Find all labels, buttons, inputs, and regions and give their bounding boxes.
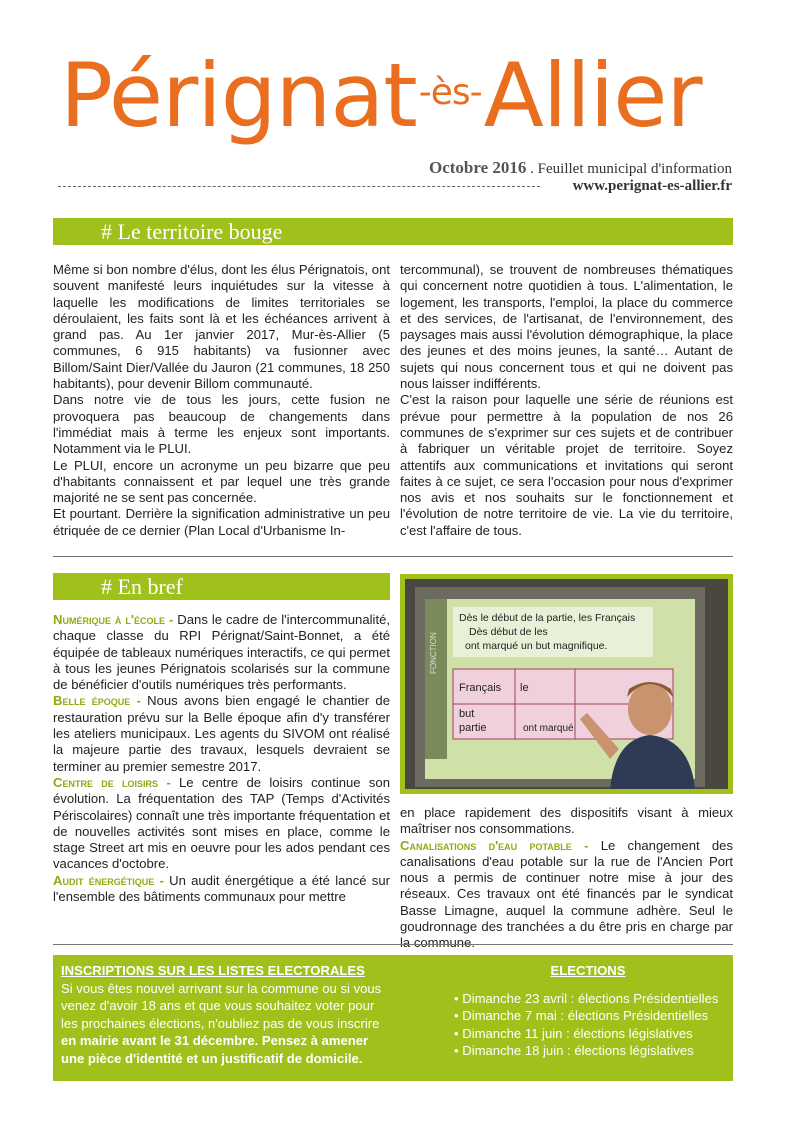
brief-item (53, 775, 390, 873)
website-link[interactable]: www.perignat-es-allier.fr (572, 178, 732, 194)
elections-heading: ELECTIONS (550, 963, 626, 978)
election-item: • Dimanche 23 avril : élections Présidentielles (454, 990, 719, 1006)
article-column-2 (400, 262, 733, 539)
brief-column-2 (400, 805, 733, 952)
brief-column (53, 612, 390, 905)
title-part1: Pérignat (60, 44, 417, 147)
dashed-divider (58, 186, 540, 187)
board-cell: but (459, 708, 475, 720)
heading-text: # Le territoire bouge (101, 219, 283, 244)
brief-heading: Centre de loisirs - (53, 774, 171, 790)
brief-item (53, 612, 390, 693)
board-line-1: Dès le début de la partie, les Français (459, 612, 636, 624)
brief-item (53, 873, 390, 906)
brief-text: Nous avons bien engagé le chantier de restauration prévu sur la Belle époque afin d'y transférer les ateliers municipaux. Les agents du SIVOM ont réalisé la majeure partie des travaux, lesquels devraient se terminer au premier semestre 2017. (53, 693, 390, 774)
registration-heading: INSCRIPTIONS SUR LES LISTES ELECTORALES (61, 963, 365, 978)
divider (53, 556, 733, 557)
election-date: Dimanche 23 avril : élections Présidentielles (462, 990, 719, 1006)
election-item: • Dimanche 18 juin : élections législatives (454, 1043, 694, 1058)
election-item: • Dimanche 11 juin : élections législatives (454, 1025, 693, 1041)
issue-date: Octobre 2016 (428, 158, 527, 177)
brief-text: Un audit énergétique a été lancé sur l'ensemble des bâtiments communaux pour mettre (53, 872, 390, 905)
board-line-2: Dès début de les (469, 626, 548, 638)
brief-heading: Belle époque - (53, 693, 141, 709)
brief-item (53, 693, 390, 774)
election-date: Dimanche 11 juin : élections législatives (462, 1025, 693, 1041)
elections-box (448, 962, 728, 1060)
section-heading-territoire (53, 218, 733, 245)
classroom-photo (400, 574, 733, 794)
subtitle-text: . Feuillet municipal d'information (530, 161, 732, 177)
board-line-3: ont marqué un but magnifique. (465, 640, 608, 652)
election-date: Dimanche 7 mai : élections Présidentielles (462, 1008, 709, 1023)
paragraph: Même si bon nombre d'élus, dont les élus Pérignatois, ont souvent manifesté leurs inquiétudes sur la vitesse à laquelle les modifications de limites territoriales se déroulaient, les faits sont là et les échéances arrivent à grand pas. Au 1er janvier 2017, Mur-ès-Allier (5 communes, 6 915 habitants) va fusionner avec Billom/Saint Dier/Vallée du Jauron (21 communes, 18 250 habitants), pour devenir Billom communauté. (53, 262, 390, 392)
brief-item (400, 838, 733, 952)
board-cell: le (520, 682, 529, 694)
paragraph: C'est la raison pour laquelle une série de réunions est prévue pour permettre à la population de nos 26 communes de s'exprimer sur ces sujets et de contribuer à fabriquer un véritable projet de territoire. Soyez attentifs aux communications et invitations qui seront faites à ce sujet, ce sera l'occasion pour nous d'exprimer nos avis et nos souhaits sur le fonctionnement et l'évolution de notre territoire de vie. La vie du territoire, c'est l'affaire de tous. (400, 392, 733, 538)
brief-heading: Numérique à l'école - (53, 612, 174, 627)
election-date: Dimanche 18 juin : élections législatives (462, 1043, 694, 1058)
registration-text (61, 980, 391, 1068)
subtitle (429, 158, 732, 178)
footer-box (53, 955, 733, 1081)
brief-heading: Audit énergétique - (53, 872, 164, 888)
paragraph: Dans notre vie de tous les jours, cette fusion ne provoquera pas beaucoup de changements dans l'immédiat mais à terme les enjeux sont importants. Notamment via le PLUI. (53, 392, 390, 457)
brief-heading: Canalisations d'eau potable - (400, 837, 589, 853)
paragraph: tercommunal), se trouvent de nombreuses thématiques qui concernent notre quotidien à tous. L'alimentation, le logement, les transports, l'emploi, la place du commerce et des services, de l'artisanat, de l'environnement, des paysages mais aussi l'évolution démographique, la place des jeunes et des moins jeunes, la santé… Autant de sujets qui nous concernent tous et qui ne doivent pas nous laisser indifférents. (400, 262, 733, 392)
paragraph: Et pourtant. Derrière la signification administrative un peu étriquée de ce dernier (Plan Local d'Urbanisme In- (53, 506, 390, 538)
paragraph: en place rapidement des dispositifs visant à mieux maîtriser nos consommations. (400, 805, 733, 837)
article-column-1 (53, 262, 390, 539)
page-title (60, 44, 702, 147)
registration-bold: en mairie avant le 31 décembre. Pensez à amener une pièce d'identité et un justificatif de domicile. (61, 1033, 369, 1066)
board-cell: ont marqué (523, 723, 574, 734)
section-heading-en-bref (53, 573, 390, 600)
board-side-label: FONCTION (429, 632, 438, 674)
election-item: • Dimanche 7 mai : élections Présidentielles (454, 1008, 709, 1023)
divider (53, 944, 733, 945)
registration-body: Si vous êtes nouvel arrivant sur la commune ou si vous venez d'avoir 18 ans et que vous souhaitez voter pour les prochaines élections, n'oubliez pas de vous inscrire (61, 980, 382, 1031)
masthead (60, 44, 750, 172)
board-cell: Français (459, 682, 502, 694)
paragraph: Le PLUI, encore un acronyme un peu bizarre que peu d'habitants connaissent et par lequel une très grande majorité ne se sent pas concernée. (53, 457, 390, 506)
title-joiner: -ès- (418, 72, 482, 113)
brief-text: Dans le cadre de l'intercommunalité, chaque classe du RPI Pérignat/Saint-Bonnet, a été équipée de tableaux numériques interactifs, ce qui permet à tous les jeunes Pérignatois scolarisés sur la commune de bénéficier d'outils numériques très performants. (53, 612, 390, 693)
heading-text: # En bref (101, 574, 183, 599)
board-cell: partie (459, 722, 487, 734)
registration-notice (61, 962, 391, 1067)
brief-text: Le centre de loisirs continue son évolution. La fréquentation des TAP (Temps d'Activités Périscolaires) connaît une très importante fréquentation et de nouvelles activités sont mises en place, comme le stage Street art mis en oeuvre pour les ados pendant ces vacances d'octobre. (53, 774, 390, 872)
brief-text: Le changement des canalisations d'eau potable sur la rue de l'Ancien Port nous a permis de continuer notre mise à jour des réseaux. Ces travaux ont été financés par le syndicat Basse Limagne, auquel la commune adhère. Seul le goudronnage des tranchées a du être pris en charge par la commune. (400, 837, 734, 951)
title-part2: Allier (483, 44, 702, 147)
interactive-whiteboard-image (405, 579, 728, 789)
